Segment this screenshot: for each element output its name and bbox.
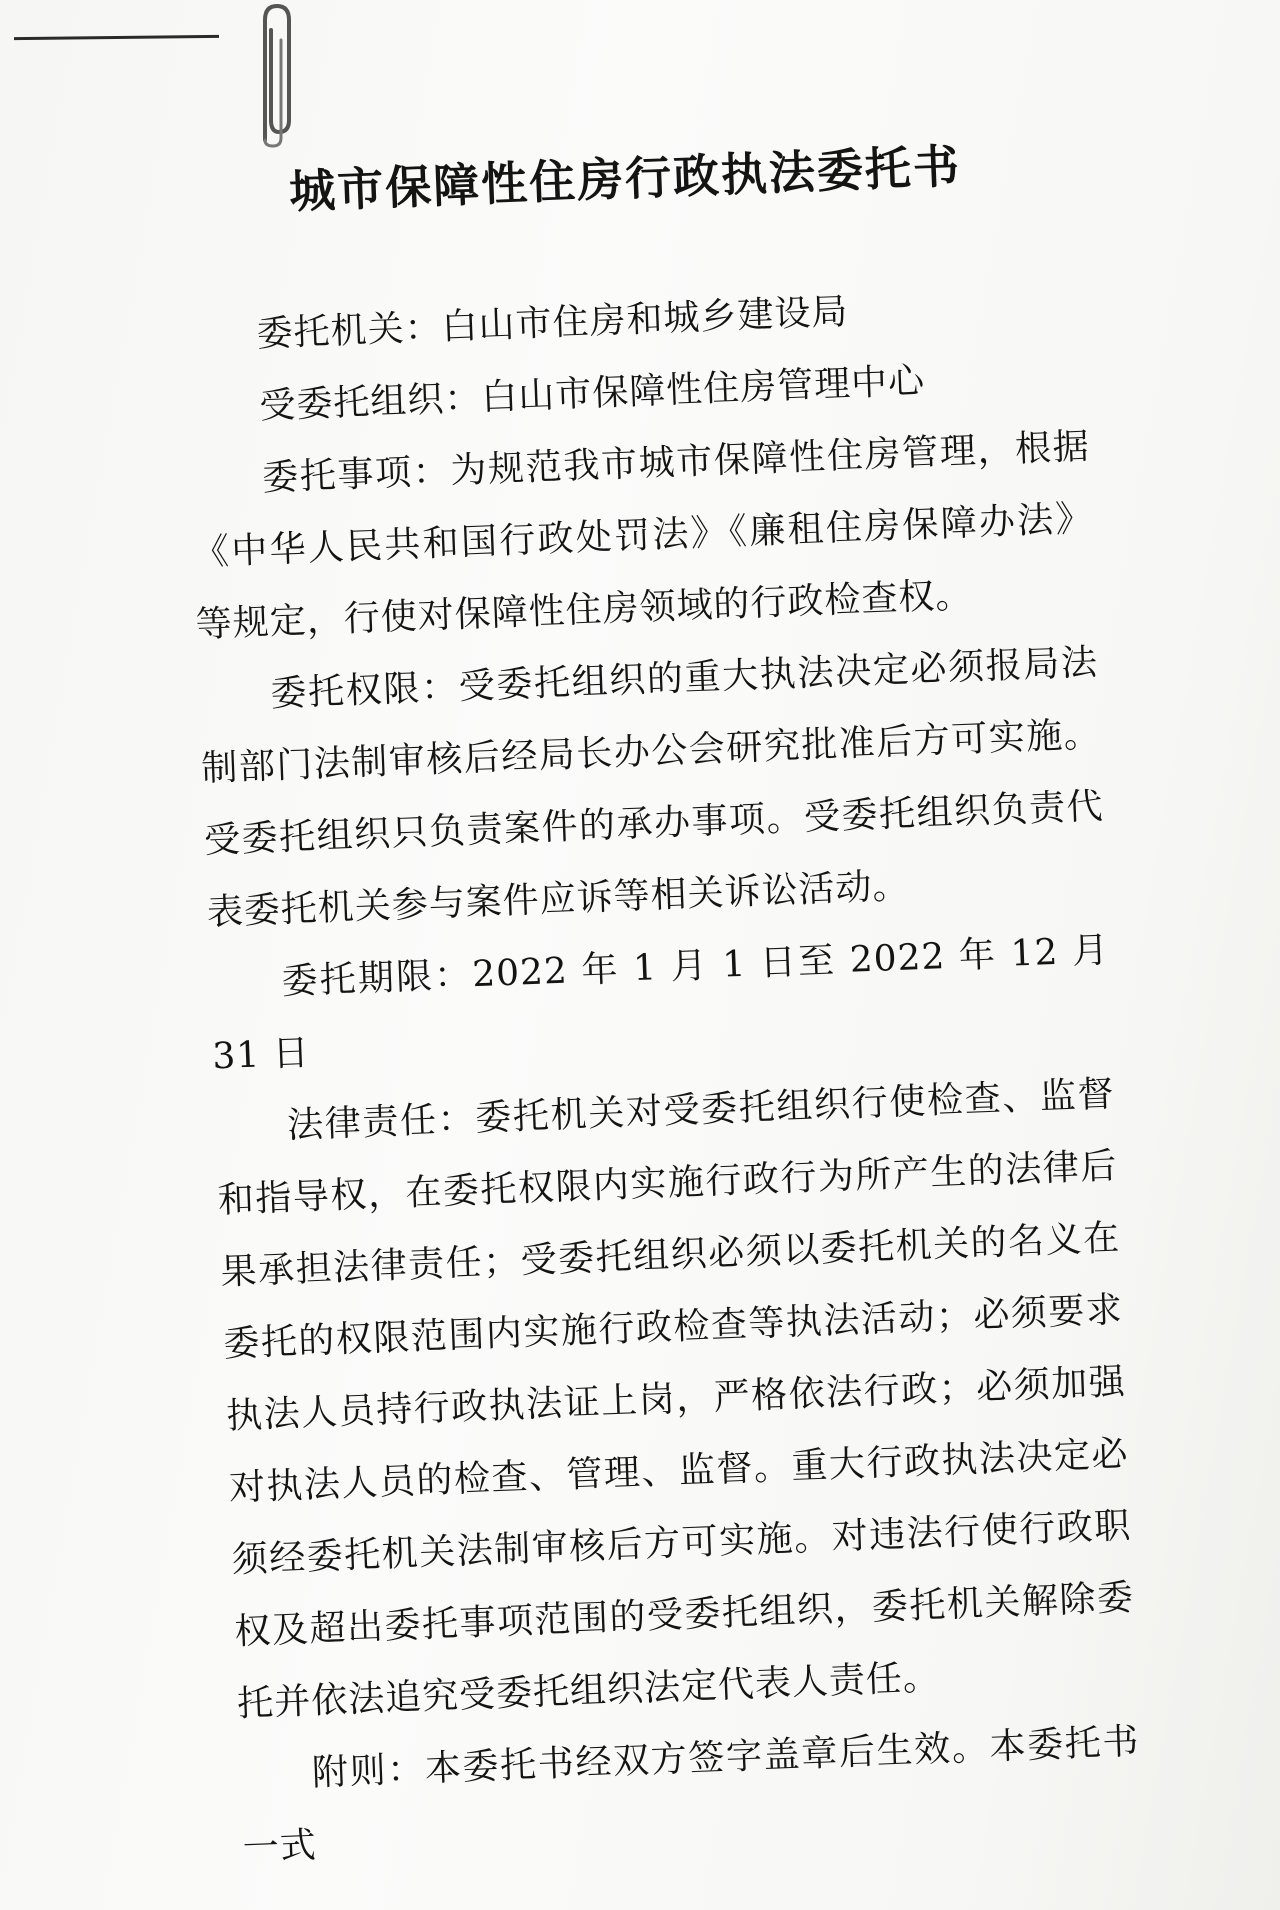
paper-clip-icon — [245, 0, 305, 150]
section-text: 白山市住房和城乡建设局 — [440, 291, 850, 348]
document-body — [178, 125, 1144, 1884]
document-title: 城市保障性住房行政执法委托书 — [288, 138, 962, 219]
section-text: 本委托书经双方签字盖章后生效。本委托书一式 — [242, 1721, 1141, 1869]
section-label: 委托机关： — [255, 307, 443, 356]
section-entrusted-matters — [189, 411, 1097, 661]
top-left-rule — [14, 35, 219, 40]
section-text: 受委托组织的重大执法决定必须报局法制部门法制审核后经局长办公会研究批准后方可实施。受委托组织只负责案件的承办事项。受委托组织负责代表委托机关参与案件应诉等相关诉讼活动。 — [200, 642, 1105, 934]
section-label: 委托事项： — [261, 450, 452, 499]
section-legal-liability — [214, 1059, 1138, 1741]
section-label: 委托权限： — [269, 666, 460, 715]
section-entrusted-authority-scope — [197, 627, 1107, 949]
section-label: 法律责任： — [286, 1098, 477, 1147]
section-text: 白山市保障性住房管理中心 — [480, 360, 926, 419]
section-text: 2022 年 1 月 1 日至 2022 年 12 月 31 日 — [211, 929, 1110, 1078]
section-text: 委托机关对受委托组织行使检查、监督和指导权，在委托权限内实施行政行为所产生的法律后果承担法律责任；受委托组织必须以委托机关的名义在委托的权限范围内实施行政检查等执法活动；必须要求执法人员持行政执法证上岗，严格依法行政；必须加强对执法人员的检查、管理、监督。重大行政执法决定必须经委托机关法制审核后方可实施。对违法行使行政职权及超出委托事项范围的受委托组织，委托机关解除委托并依法追究受委托组织法定代表人责任。 — [217, 1073, 1135, 1725]
section-text: 为规范我市城市保障性住房管理，根据《中华人民共和国行政处罚法》《廉租住房保障办法》等规定，行使对保障性住房领域的行政检查权。 — [192, 426, 1094, 646]
section-label: 委托期限： — [280, 954, 474, 1003]
section-label: 附则： — [311, 1748, 426, 1795]
section-label: 受委托组织： — [258, 377, 483, 428]
